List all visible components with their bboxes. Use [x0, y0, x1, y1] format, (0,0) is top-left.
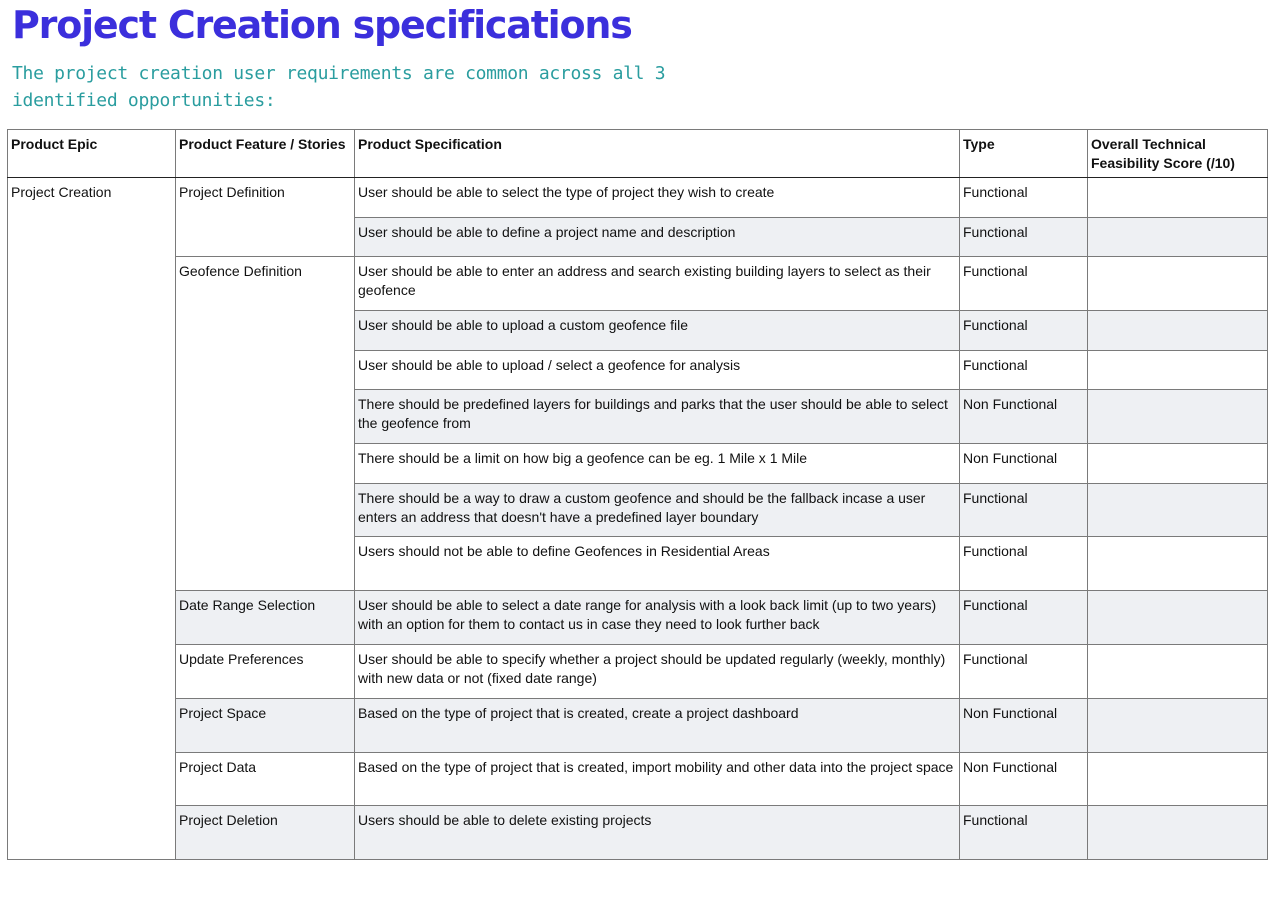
header-type: Type	[960, 130, 1088, 178]
type-cell: Functional	[960, 257, 1088, 311]
feature-cell: Date Range Selection	[176, 591, 355, 645]
score-cell	[1088, 753, 1268, 806]
type-cell: Non Functional	[960, 444, 1088, 484]
spec-cell: Based on the type of project that is created, create a project dashboard	[355, 699, 960, 753]
feature-cell: Update Preferences	[176, 645, 355, 699]
score-cell	[1088, 311, 1268, 351]
spec-cell: Based on the type of project that is created, import mobility and other data into the project space	[355, 753, 960, 806]
score-cell	[1088, 699, 1268, 753]
type-cell: Non Functional	[960, 390, 1088, 444]
type-cell: Non Functional	[960, 753, 1088, 806]
spec-cell: User should be able to enter an address and search existing building layers to select as their geofence	[355, 257, 960, 311]
table-row	[8, 178, 1268, 218]
spec-cell: User should be able to upload a custom geofence file	[355, 311, 960, 351]
spec-cell: Users should not be able to define Geofences in Residential Areas	[355, 537, 960, 591]
spec-cell: User should be able to define a project name and description	[355, 218, 960, 257]
type-cell: Functional	[960, 311, 1088, 351]
type-cell: Functional	[960, 645, 1088, 699]
table-header-row	[8, 130, 1268, 178]
table-row	[8, 257, 1268, 311]
spec-cell: There should be a limit on how big a geofence can be eg. 1 Mile x 1 Mile	[355, 444, 960, 484]
feature-cell: Project Definition	[176, 178, 355, 257]
header-product-epic: Product Epic	[8, 130, 176, 178]
score-cell	[1088, 591, 1268, 645]
epic-cell: Project Creation	[8, 178, 176, 860]
score-cell	[1088, 645, 1268, 699]
feature-cell: Project Space	[176, 699, 355, 753]
specifications-table	[7, 129, 1268, 860]
table-row	[8, 806, 1268, 860]
type-cell: Functional	[960, 537, 1088, 591]
table-row	[8, 591, 1268, 645]
score-cell	[1088, 178, 1268, 218]
spec-cell: User should be able to specify whether a project should be updated regularly (weekly, monthly) with new data or not (fixed date range)	[355, 645, 960, 699]
spec-cell: There should be a way to draw a custom geofence and should be the fallback incase a user enters an address that doesn't have a predefined layer boundary	[355, 484, 960, 537]
score-cell	[1088, 444, 1268, 484]
header-product-specification: Product Specification	[355, 130, 960, 178]
feature-cell: Geofence Definition	[176, 257, 355, 591]
score-cell	[1088, 257, 1268, 311]
score-cell	[1088, 218, 1268, 257]
type-cell: Functional	[960, 806, 1088, 860]
type-cell: Non Functional	[960, 699, 1088, 753]
spec-cell: User should be able to upload / select a geofence for analysis	[355, 351, 960, 390]
spec-cell: Users should be able to delete existing projects	[355, 806, 960, 860]
type-cell: Functional	[960, 484, 1088, 537]
score-cell	[1088, 537, 1268, 591]
type-cell: Functional	[960, 218, 1088, 257]
header-product-feature: Product Feature / Stories	[176, 130, 355, 178]
score-cell	[1088, 484, 1268, 537]
page-subtitle: The project creation user requirements are common across all 3 identified opportunities:	[12, 63, 666, 111]
page-title: Project Creation specifications	[12, 3, 632, 47]
type-cell: Functional	[960, 591, 1088, 645]
type-cell: Functional	[960, 351, 1088, 390]
table-row	[8, 699, 1268, 753]
table-row	[8, 753, 1268, 806]
score-cell	[1088, 351, 1268, 390]
table-row	[8, 645, 1268, 699]
spec-cell: User should be able to select the type of project they wish to create	[355, 178, 960, 218]
spec-cell: User should be able to select a date range for analysis with a look back limit (up to two years) with an option for them to contact us in case they need to look further back	[355, 591, 960, 645]
spec-cell: There should be predefined layers for buildings and parks that the user should be able to select the geofence from	[355, 390, 960, 444]
score-cell	[1088, 390, 1268, 444]
feature-cell: Project Data	[176, 753, 355, 806]
feature-cell: Project Deletion	[176, 806, 355, 860]
score-cell	[1088, 806, 1268, 860]
type-cell: Functional	[960, 178, 1088, 218]
header-feasibility-score: Overall Technical Feasibility Score (/10)	[1088, 130, 1268, 178]
